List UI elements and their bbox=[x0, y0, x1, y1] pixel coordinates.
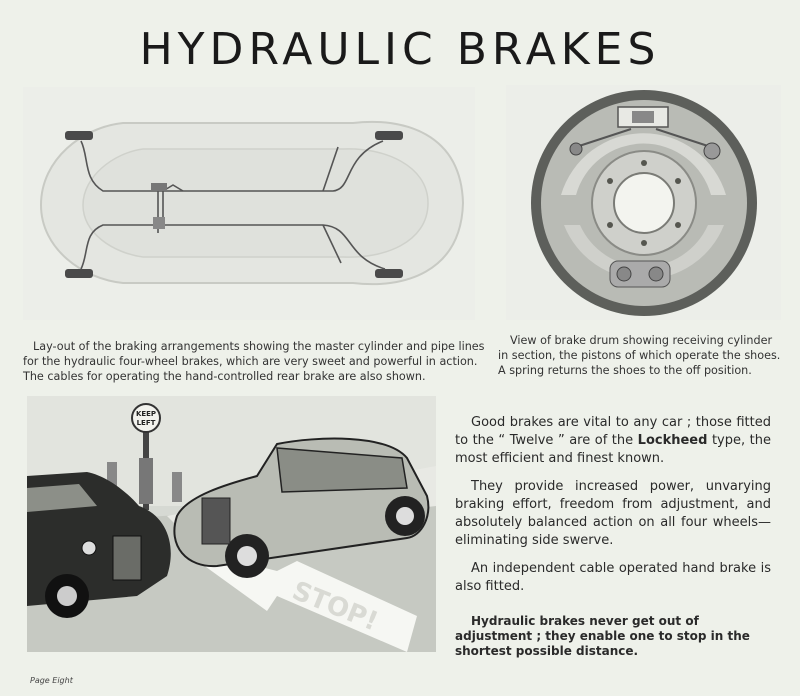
paragraph-lockheed bbox=[455, 414, 771, 468]
drum-caption-line-3: A spring returns the shoes to the off position. bbox=[498, 364, 752, 377]
road-text-stop: STOP! bbox=[287, 575, 383, 638]
chassis-caption-line-1: Lay-out of the braking arrangements showing the master cylinder and pipe lines bbox=[33, 340, 485, 353]
body-text bbox=[455, 414, 771, 669]
brake-drum-drawing bbox=[506, 85, 781, 320]
chassis-caption-line-3: The cables for operating the hand-controlled rear brake are also shown. bbox=[23, 370, 426, 383]
paragraph-power: They provide increased power, unvarying braking effort, freedom from adjustment, and absolutely balanced action on all four wheels—eliminating side swerve. bbox=[455, 479, 771, 548]
sign-text-left: LEFT bbox=[136, 419, 156, 427]
brake-drum-figure bbox=[506, 85, 781, 320]
paragraph-hand-brake: An independent cable operated hand brake is also fitted. bbox=[455, 561, 771, 594]
chassis-caption-line-2: for the hydraulic four-wheel brakes, which are very sweet and powerful in action. bbox=[23, 355, 478, 368]
chassis-caption bbox=[23, 339, 503, 384]
paragraph-1-start: Good brakes are vital to any car ; those fitted to the “ Twelve ” are of the bbox=[455, 415, 771, 448]
page-title: HYDRAULIC BRAKES bbox=[139, 24, 661, 75]
page-number-footer: Page Eight bbox=[30, 676, 73, 685]
paragraph-1-end: type, the most efficient and finest known. bbox=[455, 433, 771, 466]
chassis-layout-figure bbox=[23, 87, 475, 320]
drum-caption-line-2: in section, the pistons of which operate the shoes. bbox=[498, 349, 781, 362]
chassis-layout-drawing bbox=[23, 87, 475, 320]
sign-text-keep: KEEP bbox=[135, 410, 157, 418]
paragraph-adjustment: Hydraulic brakes never get out of adjustment ; they enable one to stop in the shortest possible distance. bbox=[455, 614, 750, 658]
drum-caption-line-1: View of brake drum showing receiving cylinder bbox=[510, 334, 773, 347]
car-stop-illustration bbox=[27, 396, 436, 652]
car-illustration-drawing bbox=[27, 396, 436, 652]
brand-name: Lockheed bbox=[637, 433, 708, 448]
drum-caption bbox=[498, 333, 788, 378]
